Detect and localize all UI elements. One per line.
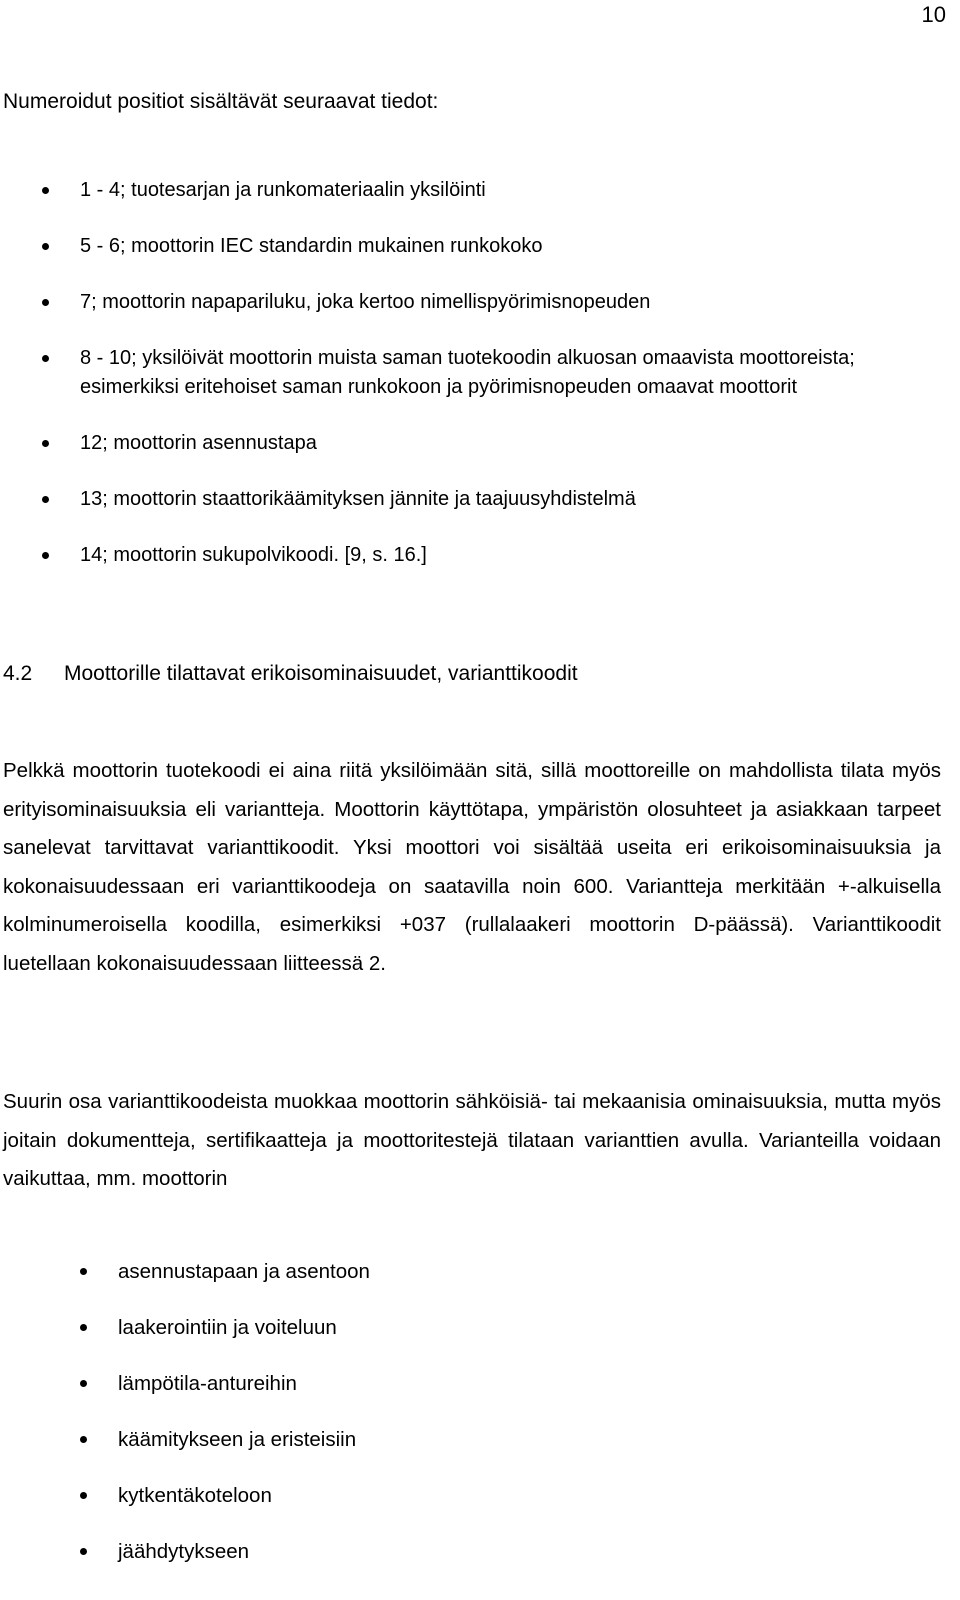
list-item: [118, 1257, 918, 1286]
section-heading: [3, 662, 578, 686]
positions-list: [80, 176, 942, 597]
list-item: [80, 485, 942, 514]
page-number: 10: [921, 2, 946, 27]
list-item-text: kytkentäkoteloon: [118, 1484, 272, 1507]
list-item-text: 14; moottorin sukupolvikoodi. [9, s. 16.]: [80, 544, 427, 566]
list-item-text: käämitykseen ja eristeisiin: [118, 1428, 357, 1451]
list-item: [80, 288, 942, 317]
bullet-icon: [80, 1268, 87, 1275]
bullet-icon: [42, 187, 49, 194]
list-item: [118, 1537, 918, 1566]
section-title: Moottorille tilattavat erikoisominaisuudet, varianttikoodit: [64, 662, 578, 685]
list-item-text: 13; moottorin staattorikäämityksen jännite ja taajuusyhdistelmä: [80, 488, 636, 510]
bullet-icon: [80, 1548, 87, 1555]
bullet-icon: [42, 552, 49, 559]
list-item-text: 5 - 6; moottorin IEC standardin mukainen runkokoko: [80, 235, 543, 257]
list-item-text: 12; moottorin asennustapa: [80, 432, 317, 454]
list-item: [80, 232, 942, 261]
bullet-icon: [42, 496, 49, 503]
body-paragraph: Pelkkä moottorin tuotekoodi ei aina riitä yksilöimään sitä, sillä moottoreille on mahdollista tilata myös erityisominaisuuksia eli variantteja. Moottorin käyttötapa, ympäristön olosuhteet ja asiakkaan tarpeet sanelevat tarvittavat varianttikoodit. Yksi moottori voi sisältää useita eri erikoisominaisuuksia ja kokonaisuudessaan eri varianttikoodeja on saatavilla noin 600. Variantteja merkitään +-alkuisella kolminumeroisella koodilla, esimerkiksi +037 (rullalaakeri moottorin D-päässä). Varianttikoodit luetellaan kokonaisuudessaan liitteessä 2.: [3, 759, 941, 975]
list-item: [118, 1425, 918, 1454]
bullet-icon: [42, 355, 49, 362]
bullet-icon: [42, 299, 49, 306]
bullet-icon: [80, 1380, 87, 1387]
bullet-icon: [42, 243, 49, 250]
bullet-icon: [80, 1492, 87, 1499]
variant-effects-list: [118, 1257, 918, 1593]
section-number: 4.2: [3, 662, 33, 685]
list-item-text: 7; moottorin napapariluku, joka kertoo nimellispyörimisnopeuden: [80, 291, 651, 313]
bullet-icon: [42, 440, 49, 447]
list-item-text: 1 - 4; tuotesarjan ja runkomateriaalin yksilöinti: [80, 179, 486, 201]
list-item-text: 8 - 10; yksilöivät moottorin muista saman tuotekoodin alkuosan omaavista moottoreista; esimerkiksi eritehoiset saman runkokoon ja pyörimisnopeuden omaavat moottorit: [80, 347, 855, 398]
list-item: [80, 344, 942, 402]
list-item: [118, 1313, 918, 1342]
intro-text: Numeroidut positiot sisältävät seuraavat tiedot:: [3, 90, 439, 113]
list-item: [118, 1481, 918, 1510]
list-item-text: asennustapaan ja asentoon: [118, 1260, 370, 1283]
list-item-text: lämpötila-antureihin: [118, 1372, 297, 1395]
list-item-text: jäähdytykseen: [118, 1540, 250, 1563]
body-paragraph: Suurin osa varianttikoodeista muokkaa moottorin sähköisiä- tai mekaanisia ominaisuuksia, mutta myös joitain dokumentteja, sertifikaatteja ja moottoritestejä tilataan varianttien avulla. Varianteilla voidaan vaikuttaa, mm. moottorin: [3, 1090, 941, 1190]
list-item: [80, 176, 942, 205]
bullet-icon: [80, 1324, 87, 1331]
list-item: [80, 429, 942, 458]
bullet-icon: [80, 1436, 87, 1443]
list-item: [80, 541, 942, 570]
list-item-text: laakerointiin ja voiteluun: [118, 1316, 337, 1339]
list-item: [118, 1369, 918, 1398]
